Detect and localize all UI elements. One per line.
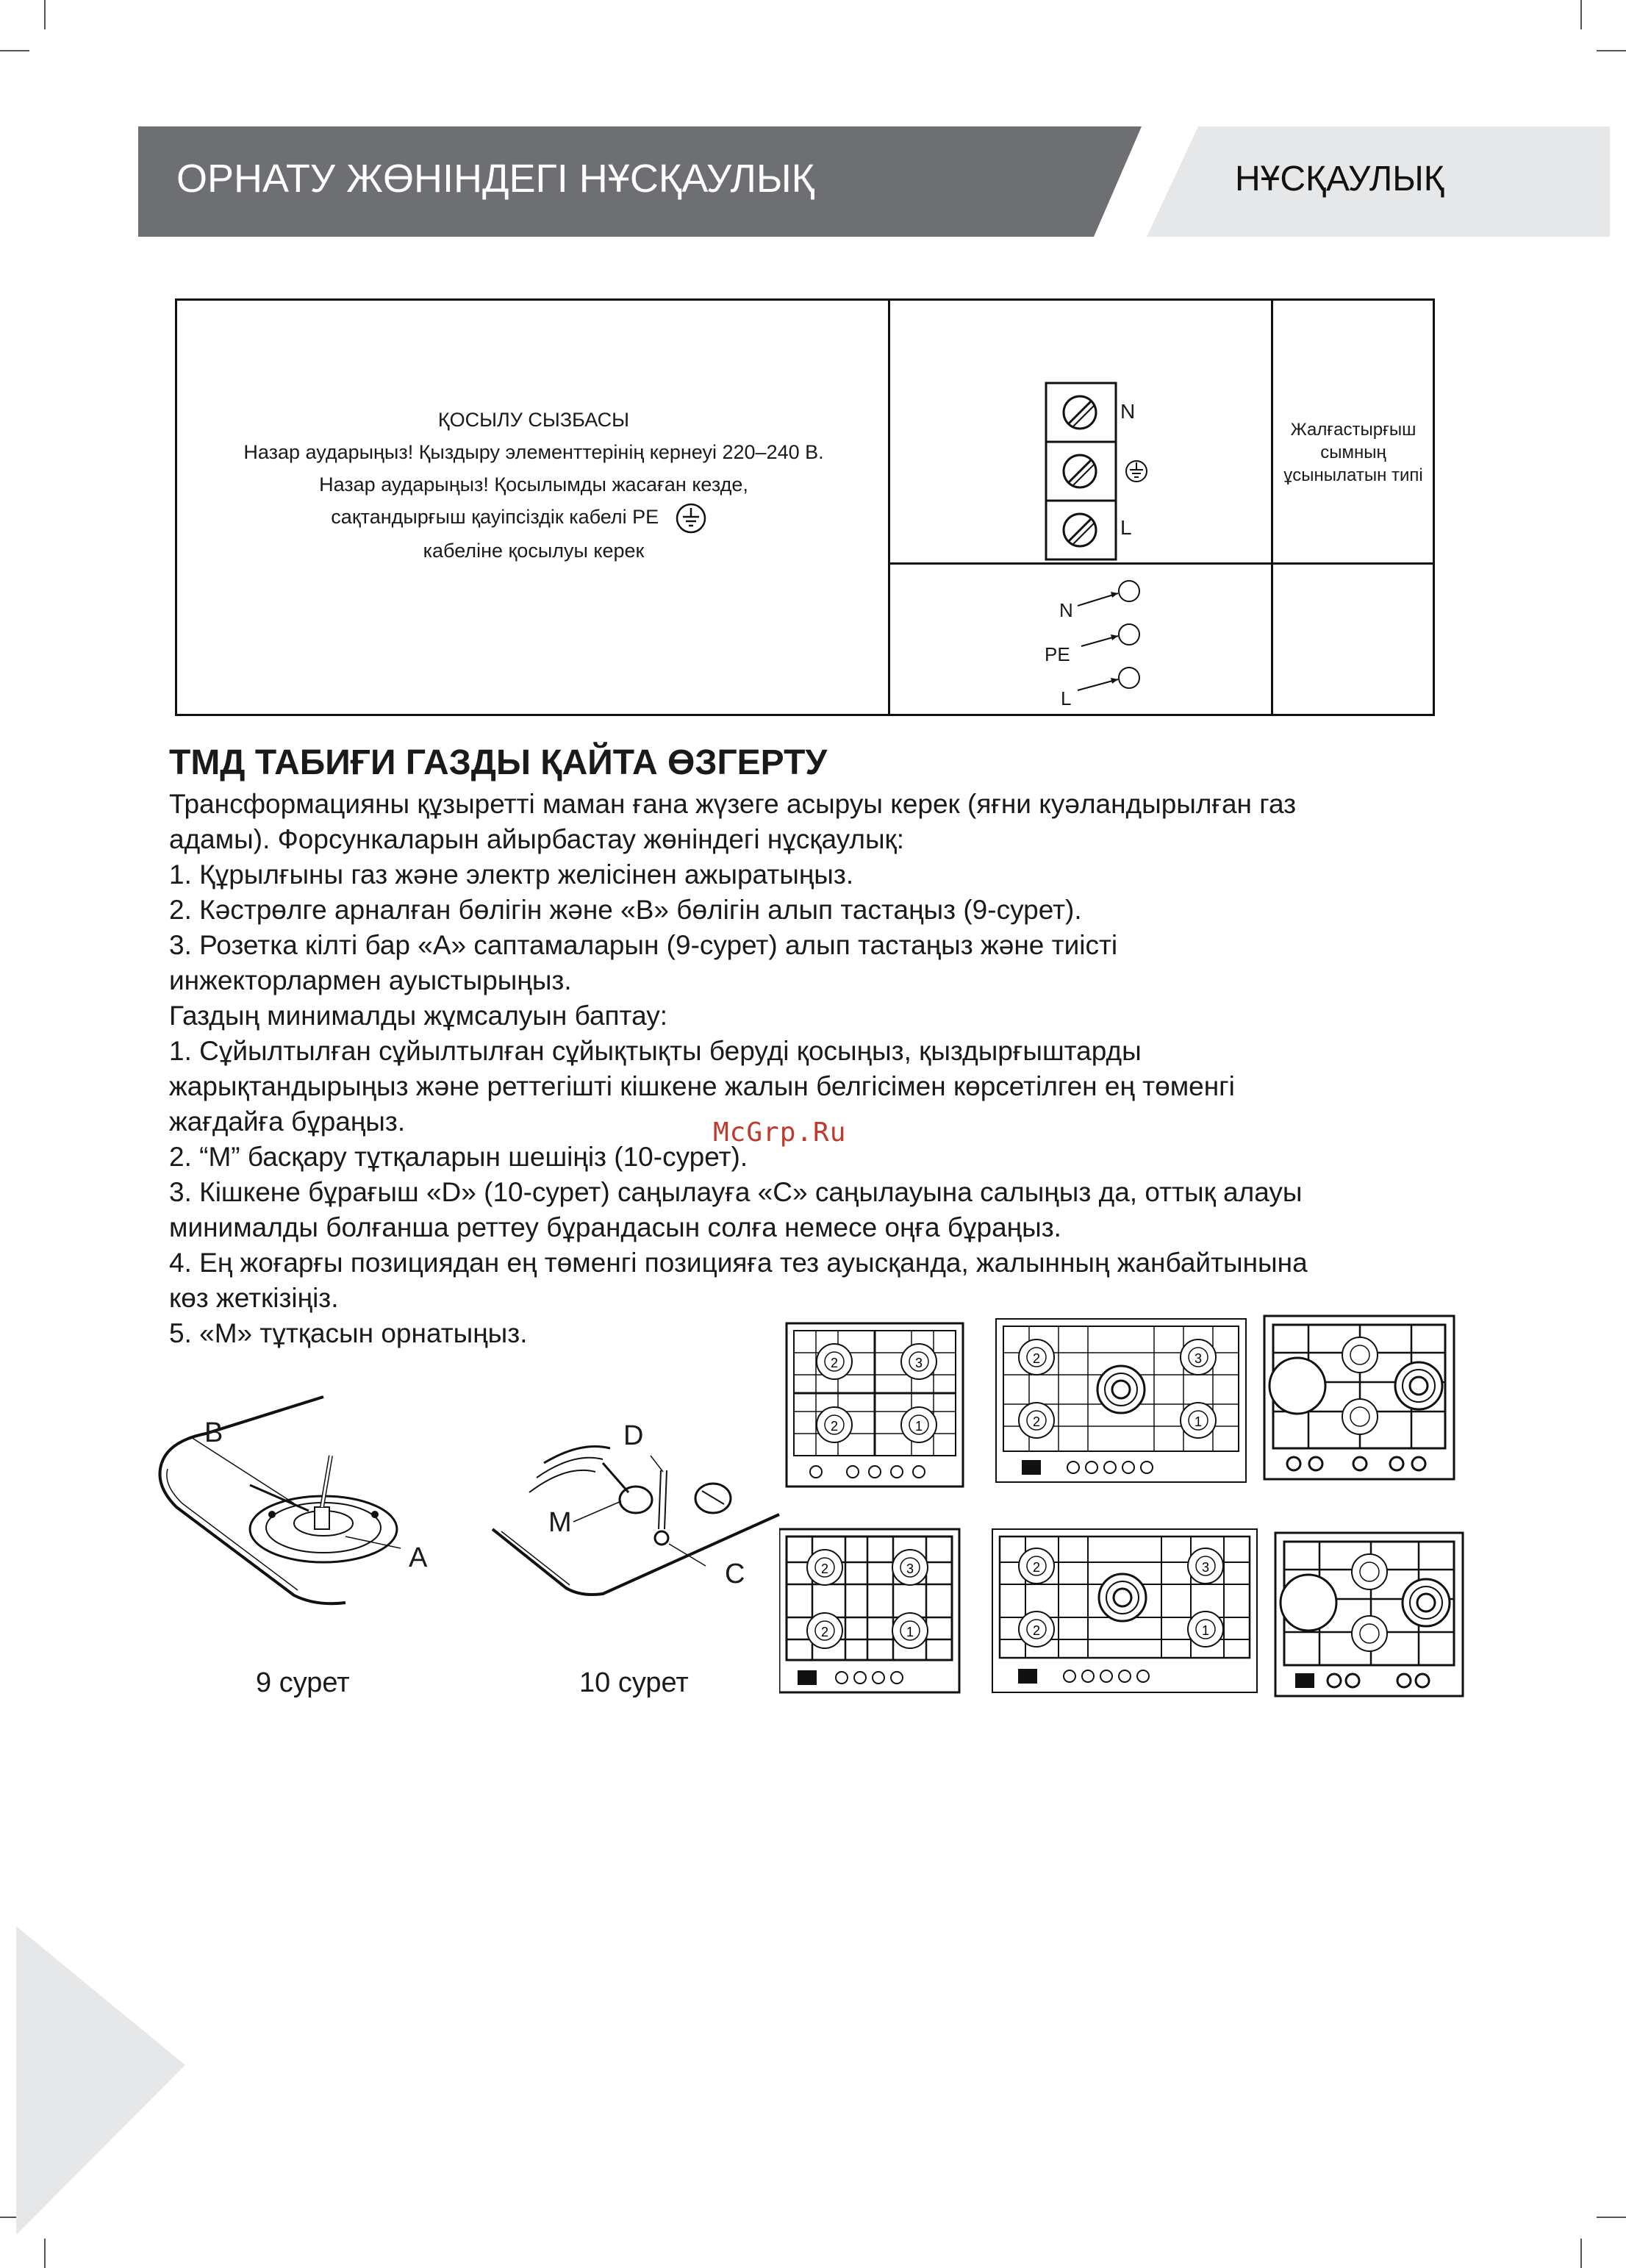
page-title: ОРНАТУ ЖӨНІНДЕГІ НҰСҚАУЛЫҚ — [176, 157, 815, 201]
instruction-line: Газдың минималды жұмсалуын баптау: — [169, 1001, 668, 1031]
svg-text:3: 3 — [1201, 1560, 1210, 1575]
wire-connections — [1074, 573, 1192, 712]
terminal-block — [1045, 382, 1162, 565]
svg-text:2: 2 — [1032, 1623, 1041, 1638]
instructions-body — [169, 787, 1463, 1351]
wiring-divider — [1271, 301, 1273, 714]
wiring-diagram-table — [175, 298, 1435, 716]
wiring-divider — [888, 301, 890, 714]
wire-pe-label: PE — [1045, 643, 1070, 665]
svg-text:2: 2 — [830, 1419, 839, 1434]
terminal-l-label: L — [1120, 516, 1132, 539]
instruction-line: жағдайға бұраңыз. — [169, 1106, 406, 1137]
wiring-heading: ҚОСЫЛУ СЫЗБАСЫ — [437, 409, 630, 431]
cable-type-label: Жалғастырғыш сымның ұсынылатын типі — [1283, 420, 1423, 485]
svg-text:2: 2 — [1032, 1351, 1041, 1366]
svg-text:1: 1 — [1201, 1623, 1210, 1638]
figure-10-label-c: C — [725, 1559, 745, 1589]
svg-text:2: 2 — [820, 1625, 829, 1639]
svg-text:2: 2 — [1032, 1414, 1041, 1429]
terminal-n-label: N — [1120, 400, 1136, 423]
wiring-line: Назар аударыңыз! Қосылымды жасаған кезде, — [319, 473, 748, 496]
instruction-line: 5. «M» тұтқасын орнатыңыз. — [169, 1318, 528, 1348]
svg-text:1: 1 — [906, 1625, 914, 1639]
hob-6 — [1275, 1533, 1463, 1696]
instruction-line: жарықтандырыңыз және реттегішті кішкене жалын белгісімен көрсетілген ең төменгі — [169, 1071, 1235, 1101]
instruction-line: инжекторлармен ауыстырыңыз. — [169, 965, 572, 995]
crop-mark — [44, 0, 46, 29]
crop-mark — [1580, 0, 1582, 29]
instruction-line: минималды болғанша реттеу бұрандасын солға немесе оңға бұраңыз. — [169, 1212, 1061, 1242]
crop-mark — [0, 50, 29, 51]
wiring-line: сақтандырғыш қауіпсіздік кабелі PE — [177, 501, 861, 534]
ground-icon — [675, 502, 707, 534]
figure-9-caption: 9 сурет — [256, 1667, 350, 1698]
instruction-line: көз жеткізіңіз. — [169, 1283, 339, 1313]
instruction-line: Трансформацияны құзыретті маман ғана жүзеге асыруы керек (яғни куәландырылған газ — [169, 789, 1297, 819]
hob-5 — [992, 1529, 1257, 1692]
section-tab-label: НҰСҚАУЛЫҚ — [1235, 160, 1444, 198]
wiring-line: Назар аударыңыз! Қыздыру элементтерінің кернеуі 220–240 В. — [243, 441, 824, 463]
wire-n-label: N — [1059, 599, 1073, 621]
instruction-line: 4. Ең жоғарғы позициядан ең төменгі позицияға тез ауысқанда, жалынның жанбайтынына — [169, 1248, 1308, 1278]
instruction-line: 2. “M” басқару тұтқаларын шешіңіз (10-сурет). — [169, 1142, 748, 1172]
page-corner-decoration — [16, 1926, 185, 2235]
figure-9-label-b: B — [204, 1417, 223, 1448]
crop-mark — [44, 2239, 46, 2268]
wiring-line: кабеліне қосылуы керек — [423, 539, 645, 562]
instruction-line: 1. Құрылғыны газ және электр желісінен ажыратыңыз. — [169, 859, 854, 890]
svg-text:3: 3 — [1194, 1351, 1203, 1366]
svg-text:2: 2 — [1032, 1560, 1041, 1575]
instruction-line: 2. Кәстрөлге арналған бөлігін және «B» бөлігін алып тастаңыз (9-сурет). — [169, 895, 1082, 925]
instruction-line: 1. Сұйылтылған сұйылтылған сұйықтықты беруді қосыңыз, қыздырғыштарды — [169, 1036, 1142, 1066]
section-title: ТМД ТАБИҒИ ГАЗДЫ ҚАЙТА ӨЗГЕРТУ — [169, 743, 828, 782]
figure-10-label-m: M — [548, 1507, 572, 1538]
wire-l-label: L — [1061, 687, 1072, 709]
svg-text:1: 1 — [1194, 1414, 1203, 1429]
svg-text:1: 1 — [914, 1419, 923, 1434]
figure-10-label-d: D — [623, 1420, 644, 1451]
instruction-line: 3. Розетка кілті бар «A» саптамаларын (9-сурет) алып тастаңыз және тиісті — [169, 930, 1118, 960]
figure-9-label-a: A — [409, 1542, 428, 1573]
crop-mark — [1597, 50, 1626, 51]
hob-diagrams — [779, 1309, 1617, 1706]
figure-10-caption: 10 сурет — [579, 1667, 689, 1698]
svg-text:3: 3 — [906, 1562, 914, 1576]
hob-2 — [996, 1319, 1246, 1482]
crop-mark — [1597, 2217, 1626, 2218]
hob-3 — [1264, 1316, 1454, 1479]
wiring-instructions — [192, 404, 875, 567]
hob-1 — [787, 1323, 963, 1487]
instruction-line: адамы). Форсункаларын айырбастау жөніндегі нұсқаулық: — [169, 824, 905, 854]
hob-4 — [779, 1529, 959, 1692]
svg-text:2: 2 — [830, 1356, 839, 1370]
svg-text:3: 3 — [914, 1356, 923, 1370]
figure-9-burner — [147, 1382, 500, 1647]
instruction-line: 3. Кішкене бұрағыш «D» (10-сурет) саңылауға «С» саңылауына салыңыз да, оттық алауы — [169, 1177, 1303, 1207]
svg-text:2: 2 — [820, 1562, 829, 1576]
watermark: McGrp.Ru — [713, 1117, 847, 1148]
crop-mark — [1580, 2239, 1582, 2268]
